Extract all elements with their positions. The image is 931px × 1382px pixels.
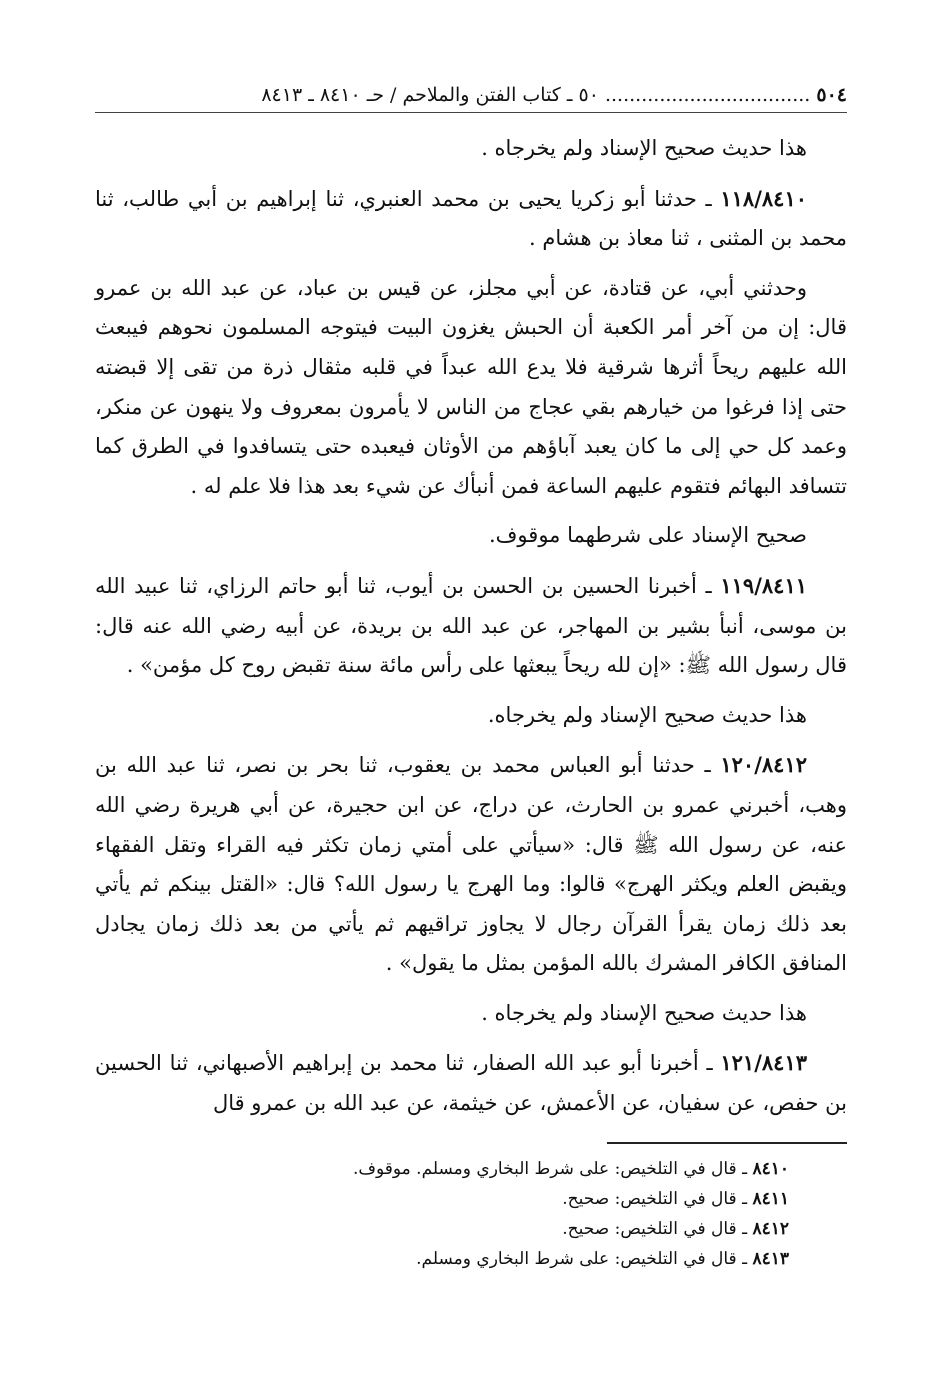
hadith-paragraph (95, 566, 847, 686)
footnotes (95, 1154, 847, 1274)
footnote-text: ـ قال في التلخيص: على شرط البخاري ومسلم. موقوف. (352, 1158, 753, 1179)
verdict-paragraph (95, 994, 847, 1034)
chapter-title: ٥٠ ـ كتاب الفتن والملاحم / حـ ٨٤١٠ ـ ٨٤١٣ (261, 84, 599, 106)
hadith-paragraph (95, 1043, 847, 1123)
verdict-paragraph (95, 516, 847, 556)
book-page (95, 80, 847, 1274)
footnote (95, 1184, 789, 1214)
hadith-number: ١١٨/٨٤١٠ (720, 185, 807, 211)
running-head (95, 80, 847, 113)
verdict-text: صحيح الإسناد على شرطهما موقوف. (488, 523, 807, 548)
footnote-number: ٨٤١٢ (752, 1218, 789, 1239)
hadith-paragraph (95, 179, 847, 259)
footnote-text: ـ قال في التلخيص: على شرط البخاري ومسلم. (416, 1248, 753, 1269)
continuation-paragraph (95, 269, 847, 507)
footnote-separator (607, 1142, 847, 1144)
hadith-number: ١٢٠/٨٤١٢ (720, 752, 807, 778)
hadith-text: ـ حدثنا أبو زكريا يحيى بن محمد العنبري، ثنا إبراهيم بن أبي طالب، ثنا محمد بن المثنى ، ثنا معاذ بن هشام . (95, 186, 847, 251)
hadith-text: وحدثني أبي، عن قتادة، عن أبي مجلز، عن قيس بن عباد، عن عبد الله بن عمرو قال: إن من آخر أمر الكعبة أن الحبش يغزون البيت فيتوجه المسلمون نحوهم فيبعث الله عليهم ريحاً أثرها شرقية فلا يدع الله عبداً في قلبه مثقال ذرة من تقى إلا قبضته حتى إذا فرغوا من خيارهم بقي عجاج من الناس لا يأمرون بمعروف ولا ينهون عن منكر، وعمد كل حي إلى ما كان يعبد آباؤهم من الأوثان فيعبده حتى يتسافدوا في الطرق كما تتسافد البهائم فتقوم عليهم الساعة فمن أنبأك عن شيء بعد هذا فلا علم له . (95, 275, 847, 498)
verdict-paragraph (95, 696, 847, 736)
main-text (95, 129, 847, 1124)
hadith-text: ـ حدثنا أبو العباس محمد بن يعقوب، ثنا بحر بن نصر، ثنا عبد الله بن وهب، أخبرني عمرو بن الحارث، عن دراج، عن ابن حجيرة، عن أبي هريرة رضي الله عنه، عن رسول الله ﷺ قال: «سيأتي على أمتي زمان تكثر فيه القراء وتقل الفقهاء ويقبض العلم ويكثر الهرج» قالوا: وما الهرج يا رسول الله؟ قال: «القتل بينكم ثم يأتي بعد ذلك زمان يقرأ القرآن رجال لا يجاوز تراقيهم ثم يأتي من بعد ذلك زمان يجادل المنافق الكافر المشرك بالله المؤمن بمثل ما يقول» . (95, 753, 847, 976)
verdict-paragraph (95, 129, 847, 169)
footnote-number: ٨٤١٣ (752, 1248, 789, 1269)
footnote (95, 1244, 789, 1274)
hadith-number: ١١٩/٨٤١١ (720, 572, 807, 598)
footnote (95, 1154, 789, 1184)
verdict-text: هذا حديث صحيح الإسناد ولم يخرجاه . (481, 1000, 807, 1025)
page-number: ٥٠٤ (816, 84, 847, 106)
footnote-text: ـ قال في التلخيص: صحيح. (562, 1218, 753, 1239)
hadith-paragraph (95, 745, 847, 984)
verdict-text: هذا حديث صحيح الإسناد ولم يخرجاه. (487, 702, 807, 727)
leader-dots: .................................. (604, 84, 811, 106)
footnote-text: ـ قال في التلخيص: صحيح. (562, 1188, 753, 1209)
hadith-number: ١٢١/٨٤١٣ (720, 1050, 807, 1076)
verdict-text: هذا حديث صحيح الإسناد ولم يخرجاه . (481, 136, 807, 160)
footnote-number: ٨٤١٠ (752, 1158, 789, 1179)
footnote (95, 1214, 789, 1244)
footnote-number: ٨٤١١ (752, 1188, 789, 1209)
hadith-text: ـ أخبرنا الحسين بن الحسن بن أيوب، ثنا أبو حاتم الرزاي، ثنا عبيد الله بن موسى، أنبأ بشير بن المهاجر، عن عبد الله بن بريدة، عن أبيه رضي الله عنه قال: قال رسول الله ﷺ: «إن لله ريحاً يبعثها على رأس مائة سنة تقبض روح كل مؤمن» . (95, 573, 847, 678)
hadith-text: ـ أخبرنا أبو عبد الله الصفار، ثنا محمد بن إبراهيم الأصبهاني، ثنا الحسين بن حفص، عن سفيان، عن الأعمش، عن خيثمة، عن عبد الله بن عمرو قال (95, 1051, 847, 1116)
